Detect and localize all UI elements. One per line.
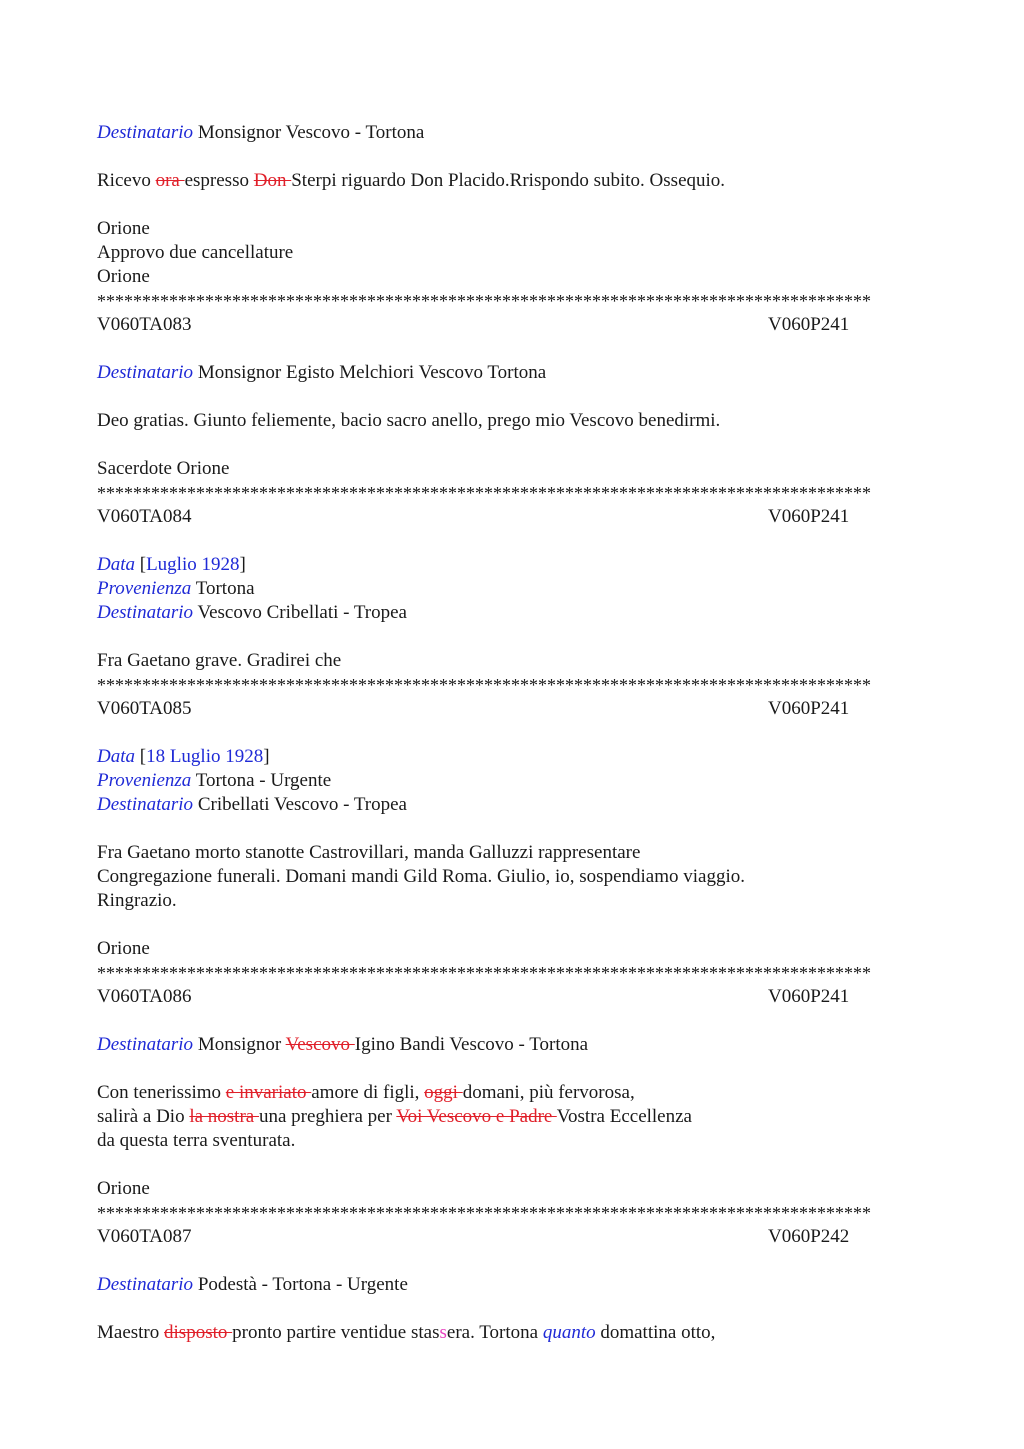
separator-stars: **************************************************************************************	[97, 291, 871, 311]
telegram-body-line: da questa terra sventurata.	[97, 1130, 296, 1151]
telegram-id: V060TA083	[97, 314, 192, 335]
page-ref: V060P242	[768, 1226, 850, 1247]
date-label: Data	[97, 746, 135, 767]
deleted-text: Don	[253, 170, 292, 191]
deleted-text: Voi Vescovo e Padre	[396, 1106, 557, 1127]
telegram-body: Maestro disposto pronto partire ventidue stassera. Tortona quanto domattina otto,	[97, 1322, 716, 1343]
recipient-value: Cribellati Vescovo - Tropea	[197, 794, 407, 815]
deleted-text: oggi	[424, 1082, 463, 1103]
document-id-row	[97, 1225, 927, 1249]
deleted-text: la nostra	[189, 1106, 259, 1127]
telegram-body: Fra Gaetano grave. Gradirei che	[97, 650, 342, 671]
telegram-body-line: salirà a Dio la nostra una preghiera per Voi Vescovo e Padre Vostra Eccellenza	[97, 1106, 692, 1127]
recipient-line	[97, 1273, 927, 1297]
recipient-value: Monsignor Egisto Melchiori Vescovo Tortona	[197, 362, 547, 383]
recipient-value: Monsignor Vescovo - Tortona	[197, 122, 425, 143]
annotated-word: quanto	[542, 1322, 596, 1343]
telegram-id: V060TA084	[97, 506, 192, 527]
inserted-text: s	[439, 1322, 447, 1343]
signature: Orione	[97, 938, 150, 959]
telegram-body-line: Congregazione funerali. Domani mandi Gild Roma. Giulio, io, sospendiamo viaggio.	[97, 866, 745, 887]
recipient-value: Podestà - Tortona - Urgente	[197, 1274, 408, 1295]
origin-line	[97, 769, 927, 793]
recipient-label: Destinatario	[97, 122, 194, 143]
deleted-text: Vescovo	[285, 1034, 355, 1055]
telegram-body: Ricevo ora espresso Don Sterpi riguardo Don Placido.Rrispondo subito. Ossequio.	[97, 170, 726, 191]
date-value: 18 Luglio 1928	[146, 746, 264, 767]
recipient-label: Destinatario	[97, 1274, 194, 1295]
signature: Orione	[97, 218, 150, 239]
recipient-line	[97, 601, 927, 625]
telegram-body-line: Con tenerissimo e invariato amore di figli, oggi domani, più fervorosa,	[97, 1082, 635, 1103]
origin-value: Tortona	[195, 578, 255, 599]
date-label: Data	[97, 554, 135, 575]
document-id-row	[97, 985, 927, 1009]
telegram-id: V060TA087	[97, 1226, 192, 1247]
date-value: Luglio 1928	[146, 554, 240, 575]
telegram-id: V060TA086	[97, 986, 192, 1007]
date-line: Data [Luglio 1928]	[97, 554, 246, 575]
telegram-body: Deo gratias. Giunto feliemente, bacio sacro anello, prego mio Vescovo benedirmi.	[97, 410, 721, 431]
origin-label: Provenienza	[97, 770, 192, 791]
telegram-body-line: Ringrazio.	[97, 890, 177, 911]
signature: Sacerdote Orione	[97, 458, 230, 479]
deleted-text: ora	[155, 170, 185, 191]
page-ref: V060P241	[768, 986, 850, 1007]
page-ref: V060P241	[768, 314, 850, 335]
document-id-row	[97, 505, 927, 529]
separator-stars: **************************************************************************************	[97, 1203, 871, 1223]
telegram-body-line: Fra Gaetano morto stanotte Castrovillari, manda Galluzzi rappresentare	[97, 842, 641, 863]
deleted-text: e invariato	[225, 1082, 312, 1103]
recipient-label: Destinatario	[97, 794, 194, 815]
recipient-label: Destinatario	[97, 362, 194, 383]
recipient-line	[97, 361, 927, 385]
recipient-label: Destinatario	[97, 602, 194, 623]
date-line: Data [18 Luglio 1928]	[97, 746, 270, 767]
approval-note: Approvo due cancellature	[97, 242, 294, 263]
recipient-line	[97, 793, 927, 817]
document-id-row	[97, 313, 927, 337]
origin-value: Tortona - Urgente	[195, 770, 332, 791]
document-page	[97, 121, 927, 1345]
recipient-value: Vescovo Cribellati - Tropea	[197, 602, 407, 623]
signature: Orione	[97, 266, 150, 287]
document-id-row	[97, 697, 927, 721]
recipient-label: Destinatario	[97, 1034, 194, 1055]
origin-line	[97, 577, 927, 601]
origin-label: Provenienza	[97, 578, 192, 599]
signature: Orione	[97, 1178, 150, 1199]
separator-stars: **************************************************************************************	[97, 675, 871, 695]
telegram-id: V060TA085	[97, 698, 192, 719]
recipient-line: Destinatario Monsignor Vescovo Igino Bandi Vescovo - Tortona	[97, 1034, 589, 1055]
page-ref: V060P241	[768, 698, 850, 719]
deleted-text: disposto	[164, 1322, 233, 1343]
separator-stars: **************************************************************************************	[97, 963, 871, 983]
recipient-line	[97, 121, 927, 145]
page-ref: V060P241	[768, 506, 850, 527]
separator-stars: **************************************************************************************	[97, 483, 871, 503]
